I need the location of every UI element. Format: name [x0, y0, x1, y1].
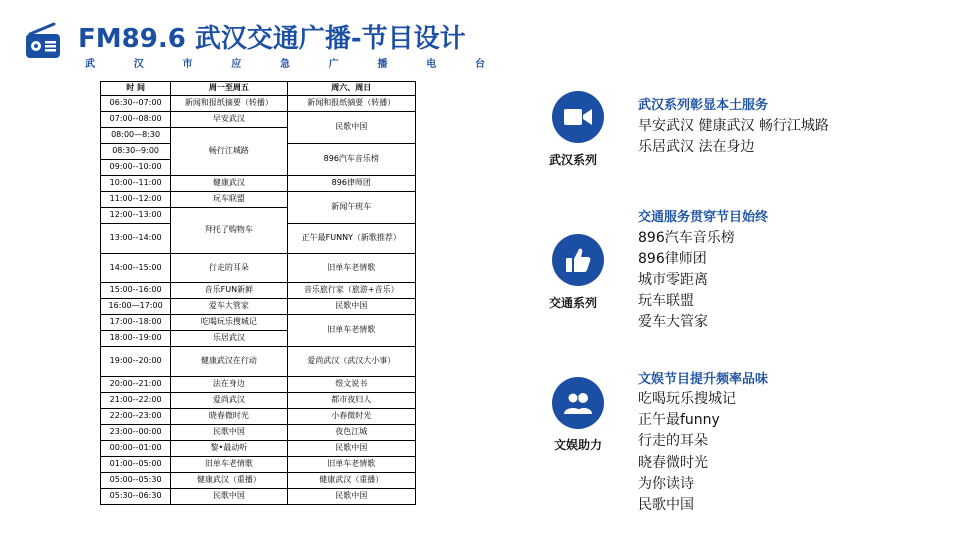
- subtitle-char: 播: [377, 59, 388, 70]
- subtitle-char: 市: [182, 59, 193, 70]
- weekday-program-cell: 健康武汉（重播）: [171, 473, 287, 489]
- table-row: [101, 96, 416, 112]
- subtitle-char: 应: [231, 59, 242, 70]
- weekday-program-cell: 健康武汉在行动: [171, 347, 287, 377]
- video-camera-icon: [552, 91, 604, 143]
- time-cell: 18:00--19:00: [101, 331, 171, 347]
- schedule-table: [100, 81, 416, 505]
- section-line: 正午最funny: [638, 412, 720, 428]
- table-row: [101, 112, 416, 128]
- weekend-program-cell: 民歌中国: [287, 299, 415, 315]
- section-line: 早安武汉 健康武汉 畅行江城路: [638, 118, 829, 134]
- weekday-program-cell: 民歌中国: [171, 489, 287, 505]
- time-cell: 00:00--01:00: [101, 441, 171, 457]
- weekend-program-cell: 新闻和报纸摘要（转播）: [287, 96, 415, 112]
- table-row: [101, 315, 416, 331]
- weekday-program-cell: 畅行江城路: [171, 128, 287, 176]
- weekend-program-cell: 旧单车老情歌: [287, 315, 415, 347]
- weekday-program-cell: 吃喝玩乐搜城记: [171, 315, 287, 331]
- time-cell: 14:00--15:00: [101, 254, 171, 283]
- time-cell: 06:30--07:00: [101, 96, 171, 112]
- weekend-program-cell: 旧单车老情歌: [287, 254, 415, 283]
- table-row: [101, 347, 416, 377]
- subtitle-char: 急: [280, 59, 290, 70]
- table-row: [101, 192, 416, 208]
- section-line: 为你读诗: [638, 476, 694, 492]
- time-cell: 05:30--06:30: [101, 489, 171, 505]
- subtitle-char: 广: [328, 59, 339, 70]
- weekday-program-cell: 法在身边: [171, 377, 287, 393]
- table-row: [101, 489, 416, 505]
- weekend-program-cell: 健康武汉（重播）: [287, 473, 415, 489]
- time-cell: 11:00--12:00: [101, 192, 171, 208]
- weekend-program-cell: 小春微时光: [287, 409, 415, 425]
- weekend-program-cell: 新闻午班车: [287, 192, 415, 224]
- time-cell: 08:00—8:30: [101, 128, 171, 144]
- weekday-program-cell: 新闻和报纸摘要（转播）: [171, 96, 287, 112]
- category-label-entertainment: 文娱助力: [554, 438, 603, 452]
- weekday-program-cell: 音乐FUN新鲜: [171, 283, 287, 299]
- header-weekday: 周一至周五: [171, 82, 287, 96]
- subtitle-char: 电: [426, 59, 437, 70]
- weekend-program-cell: 正午最FUNNY（新歌推荐）: [287, 224, 415, 254]
- table-row: [101, 283, 416, 299]
- users-icon: [552, 377, 604, 429]
- weekday-program-cell: 行走的耳朵: [171, 254, 287, 283]
- section-line: 爱车大管家: [638, 314, 708, 330]
- section-heading: 武汉系列彰显本土服务: [638, 98, 769, 113]
- table-row: [101, 393, 416, 409]
- weekend-program-cell: 煜文说书: [287, 377, 415, 393]
- weekend-program-cell: 民歌中国: [287, 441, 415, 457]
- weekend-program-cell: 896汽车音乐榜: [287, 144, 415, 176]
- category-label-traffic: 交通系列: [549, 296, 598, 310]
- time-cell: 12:00--13:00: [101, 208, 171, 224]
- category-label-wuhan: 武汉系列: [549, 153, 598, 167]
- table-row: [101, 473, 416, 489]
- table-row: [101, 299, 416, 315]
- time-cell: 13:00--14:00: [101, 224, 171, 254]
- time-cell: 23:00--00:00: [101, 425, 171, 441]
- subtitle-char: 武: [85, 59, 95, 70]
- table-row: [101, 254, 416, 283]
- table-row: [101, 457, 416, 473]
- time-cell: 20:00--21:00: [101, 377, 171, 393]
- weekday-program-cell: 爱车大管家: [171, 299, 287, 315]
- weekday-program-cell: 玩车联盟: [171, 192, 287, 208]
- weekday-program-cell: 乐居武汉: [171, 331, 287, 347]
- time-cell: 07:00--08:00: [101, 112, 171, 128]
- weekend-program-cell: 旧单车老情歌: [287, 457, 415, 473]
- weekday-program-cell: 旧单车老情歌: [171, 457, 287, 473]
- subtitle-char: 台: [475, 59, 485, 70]
- weekday-program-cell: 早安武汉: [171, 112, 287, 128]
- table-header-row: [101, 82, 416, 96]
- table-row: [101, 425, 416, 441]
- weekend-program-cell: 都市夜归人: [287, 393, 415, 409]
- time-cell: 09:00--10:00: [101, 160, 171, 176]
- weekday-program-cell: 健康武汉: [171, 176, 287, 192]
- schedule-body: [101, 96, 416, 505]
- weekday-program-cell: 拜托了购物车: [171, 208, 287, 254]
- table-row: [101, 441, 416, 457]
- weekend-program-cell: 夜色江城: [287, 425, 415, 441]
- section-line: 行走的耳朵: [638, 433, 708, 449]
- time-cell: 08:30--9:00: [101, 144, 171, 160]
- header-time: 时 间: [101, 82, 171, 96]
- weekend-program-cell: 民歌中国: [287, 112, 415, 144]
- weekday-program-cell: 爱尚武汉: [171, 393, 287, 409]
- subtitle: [85, 55, 485, 70]
- time-cell: 16:00—17:00: [101, 299, 171, 315]
- section-line: 城市零距离: [638, 272, 708, 288]
- thumbs-up-icon: [552, 234, 604, 286]
- section-line: 晓春微时光: [638, 455, 708, 471]
- weekend-program-cell: 爱尚武汉（武汉大小事）: [287, 347, 415, 377]
- header-weekend: 周六、周日: [287, 82, 415, 96]
- time-cell: 15:00--16:00: [101, 283, 171, 299]
- subtitle-char: 汉: [133, 59, 144, 70]
- time-cell: 21:00--22:00: [101, 393, 171, 409]
- section-heading: 文娱节目提升频率品味: [638, 372, 769, 387]
- time-cell: 19:00--20:00: [101, 347, 171, 377]
- section-line: 乐居武汉 法在身边: [638, 139, 755, 155]
- radio-icon: [24, 20, 62, 60]
- table-row: [101, 176, 416, 192]
- section-heading: 交通服务贯穿节目始终: [638, 210, 769, 225]
- table-row: [101, 409, 416, 425]
- weekend-program-cell: 民歌中国: [287, 489, 415, 505]
- time-cell: 10:00--11:00: [101, 176, 171, 192]
- table-row: [101, 377, 416, 393]
- time-cell: 01:00--05:00: [101, 457, 171, 473]
- weekend-program-cell: 音乐旅行家（旅游+音乐）: [287, 283, 415, 299]
- time-cell: 22:00--23:00: [101, 409, 171, 425]
- weekend-program-cell: 896律师团: [287, 176, 415, 192]
- weekday-program-cell: 黎•最动听: [171, 441, 287, 457]
- time-cell: 05:00--05:30: [101, 473, 171, 489]
- section-line: 896律师团: [638, 251, 707, 267]
- page-title: FM89.6 武汉交通广播-节目设计: [78, 24, 466, 54]
- section-line: 吃喝玩乐搜城记: [638, 391, 736, 407]
- section-line: 896汽车音乐榜: [638, 230, 735, 246]
- time-cell: 17:00--18:00: [101, 315, 171, 331]
- weekday-program-cell: 民歌中国: [171, 425, 287, 441]
- section-line: 民歌中国: [638, 497, 694, 513]
- weekday-program-cell: 晓春微时光: [171, 409, 287, 425]
- section-line: 玩车联盟: [638, 293, 694, 309]
